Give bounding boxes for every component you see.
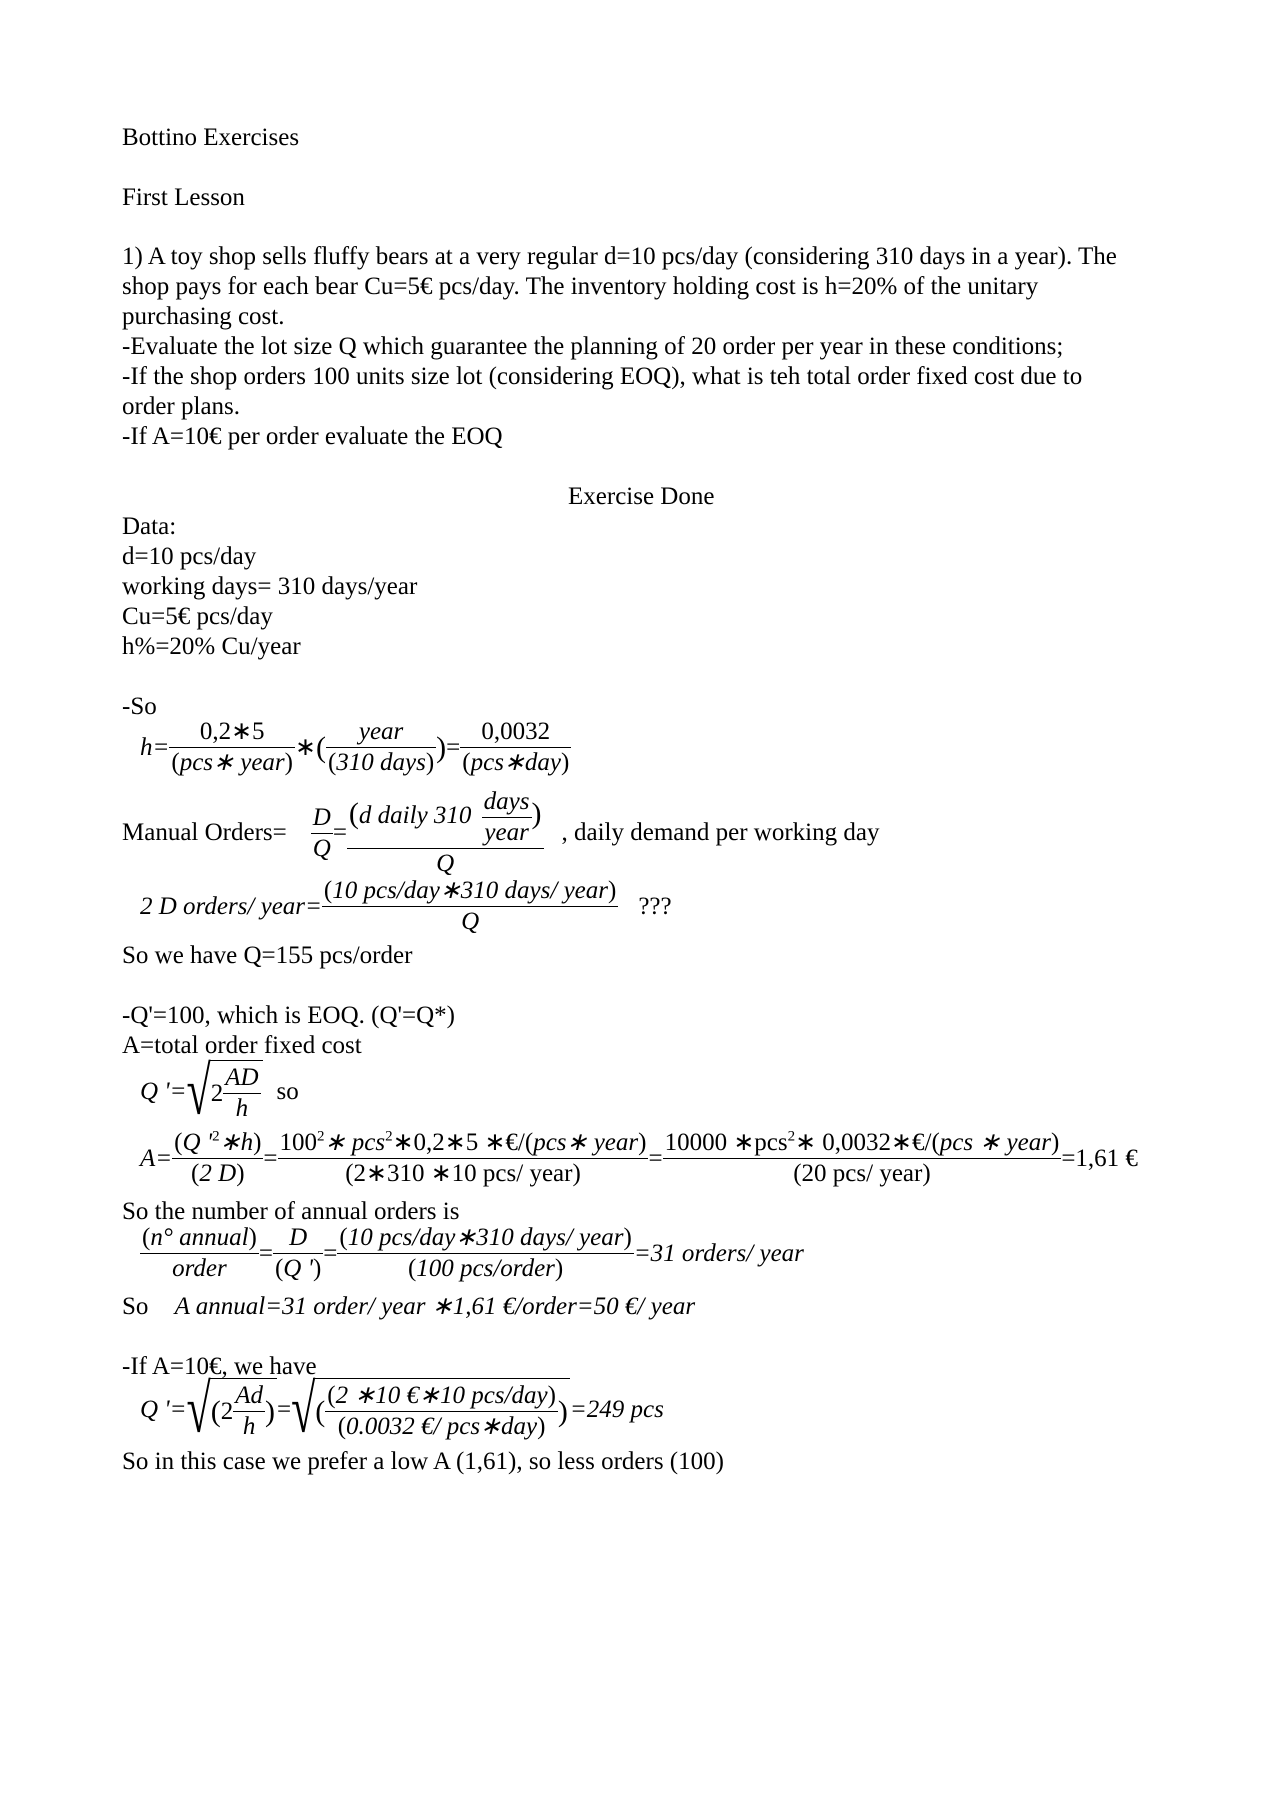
fraction: $\frac{\text{year}}{\text{(310 days)}}$ [327, 718, 435, 776]
a-annual-line: So A annual=31 order/ year ∗1,61 €/order=50 €/ year [122, 1293, 696, 1320]
equation-h: h= $\frac{0,2∗5}{\text{(pcs∗ year)}}$ ∗ ( $\frac{\text{year}}{\text{(310 days)}}$ ) = $\frac{0,0032}{\text{(pcs∗day)}}$ [140, 718, 570, 776]
equation-q-a10: Q '= √ ( 2 $\frac{Ad}{h}$ ) = √ ( $\frac{\text{(2 ∗10 €∗10 pcs/day)}}{\text{(0.0032 €/ pcs∗day)}}$ ) =249 pcs [140, 1371, 664, 1448]
equation-manual-orders: Manual Orders= $\frac{D}{Q}$ = (d daily 310 $\frac{\text{days}}{\text{year}}$ ) Q , daily demand per working day [122, 788, 880, 877]
fraction: $\frac{\text{(n° annual)}}{\text{order}}$ [142, 1224, 257, 1282]
if-a10-line: -If A=10€, we have [122, 1353, 317, 1380]
fraction: $\frac{D}{(Q ')}$ [274, 1224, 322, 1282]
lesson-heading: First Lesson [122, 184, 245, 211]
manual-orders-label: Manual Orders= [122, 819, 287, 846]
fraction: $\frac{0,2∗5}{\text{(pcs∗ year)}}$ [171, 718, 293, 776]
equation-2d-orders: 2 D orders/ year= $\frac{\text{(10 pcs/day∗310 days/ year)}}{Q}$ ??? [140, 877, 672, 935]
q-prime-line: -Q'=100, which is EOQ. (Q'=Q*) [122, 1002, 455, 1029]
fraction: $\frac{\text{(10 pcs/day∗310 days/ year)}}{\text{(100 pcs/order)}}$ [339, 1224, 632, 1282]
problem-line: order plans. [122, 393, 241, 420]
problem-line: -If the shop orders 100 units size lot (considering EOQ), what is teh total order fixed cost due to [122, 363, 1083, 390]
problem-line: 1) A toy shop sells fluffy bears at a very regular d=10 pcs/day (considering 310 days in a year). The [122, 243, 1117, 270]
fraction: $\frac{\text{(10 pcs/day∗310 days/ year)}}{Q}$ [323, 877, 617, 935]
problem-line: -Evaluate the lot size Q which guarantee the planning of 20 order per year in these conditions; [122, 333, 1064, 360]
equation-eoq: Q '= √ 2 $\frac{AD}{h}$ so [140, 1053, 299, 1130]
problem-line: shop pays for each bear Cu=5€ pcs/day. The inventory holding cost is h=20% of the unitary [122, 273, 1039, 300]
result-q: So we have Q=155 pcs/order [122, 942, 413, 969]
so-label: -So [122, 693, 157, 720]
data-item: d=10 pcs/day [122, 543, 257, 570]
equation-annual-orders: $\frac{\text{(n° annual)}}{\text{order}}$ = $\frac{D}{(Q ')}$ = $\frac{\text{(10 pcs/day∗310 days/ year)}}{\text{(100 pcs/order)}}$ =31 orders/ year [142, 1224, 804, 1282]
exercise-done-heading: Exercise Done [568, 483, 715, 510]
question-note: ??? [638, 892, 672, 920]
equation-a: A= $\frac{(Q '^2∗h)}{(2 D)}$ = $\frac{100^2∗ pcs^2∗0,2∗5 ∗€/(pcs∗ year)}{\text{(2∗310 ∗10 pcs/ year)}}$ = $\frac{10000 ∗pcs^2∗ 0,0032∗€/(pcs ∗ year)}{\text{(20 pcs/ year)}}$ =1,61 € [140, 1128, 1138, 1187]
fraction: $\frac{D}{Q}$ [312, 803, 331, 862]
data-item: working days= 310 days/year [122, 573, 418, 600]
q-a10-result: =249 pcs [569, 1396, 664, 1423]
sqrt-sign: √ 2 $\frac{AD}{h}$ [187, 1060, 263, 1124]
fraction: $\frac{100^2∗ pcs^2∗0,2∗5 ∗€/(pcs∗ year)}{\text{(2∗310 ∗10 pcs/ year)}}$ [279, 1128, 647, 1187]
problem-line: purchasing cost. [122, 303, 285, 330]
fraction: $\frac{0,0032}{\text{(pcs∗day)}}$ [462, 718, 570, 776]
fraction: (d daily 310 $\frac{\text{days}}{\text{year}}$ ) Q [348, 788, 542, 877]
data-item: h%=20% Cu/year [122, 633, 301, 660]
a-definition: A=total order fixed cost [122, 1032, 362, 1059]
conclusion: So in this case we prefer a low A (1,61), so less orders (100) [122, 1448, 724, 1475]
sqrt-sign: √ ( $\frac{\text{(2 ∗10 €∗10 pcs/day)}}{\text{(0.0032 €/ pcs∗day)}}$ ) [291, 1371, 568, 1448]
eq-lhs: h= [140, 733, 170, 761]
annual-orders-intro: So the number of annual orders is [122, 1198, 460, 1225]
doc-title: Bottino Exercises [122, 124, 300, 151]
data-item: Cu=5€ pcs/day [122, 603, 273, 630]
fraction: $\frac{(Q '^2∗h)}{(2 D)}$ [174, 1128, 262, 1187]
fraction: $\frac{10000 ∗pcs^2∗ 0,0032∗€/(pcs ∗ year)}{\text{(20 pcs/ year)}}$ [664, 1128, 1060, 1187]
a-result: =1,61 € [1061, 1144, 1138, 1172]
sqrt-sign: √ ( 2 $\frac{Ad}{h}$ ) [186, 1371, 275, 1448]
problem-line: -If A=10€ per order evaluate the EOQ [122, 423, 503, 450]
data-heading: Data: [122, 513, 177, 540]
annual-orders-result: =31 orders/ year [633, 1239, 804, 1267]
manual-orders-note: , daily demand per working day [561, 819, 880, 846]
